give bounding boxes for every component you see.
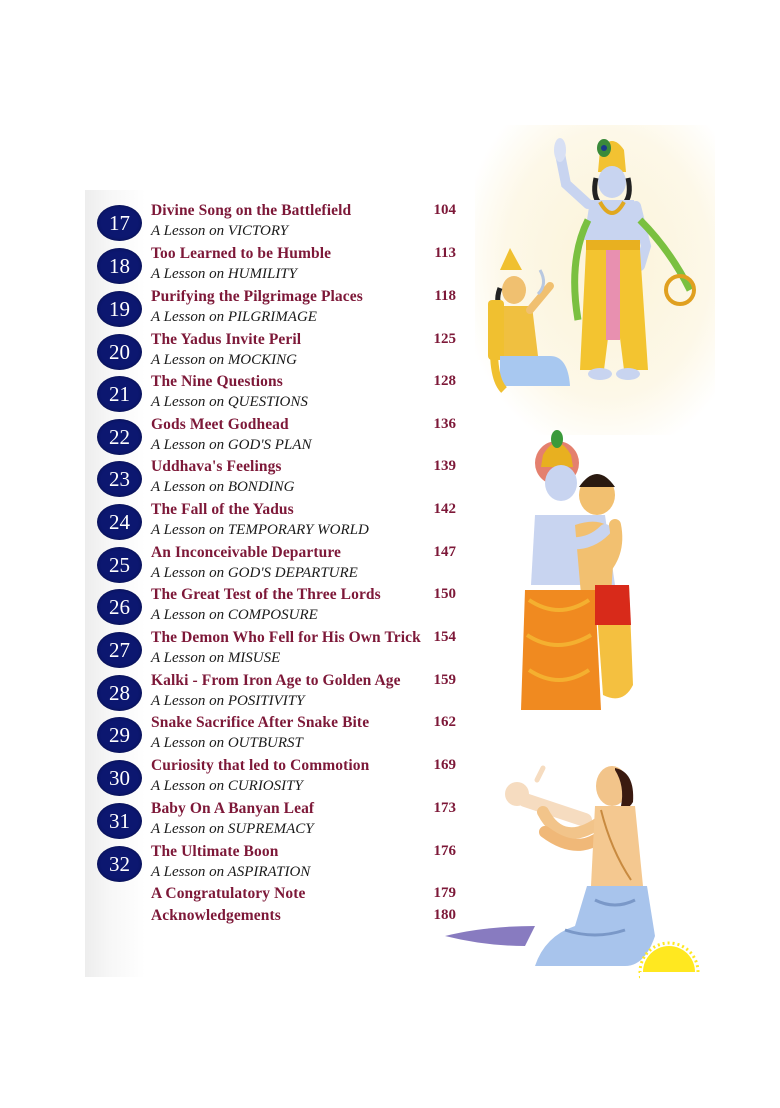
- toc-entry[interactable]: [0, 416, 470, 459]
- chapter-lesson: A Lesson on ASPIRATION: [151, 864, 311, 880]
- chapter-lesson: A Lesson on PILGRIMAGE: [151, 309, 317, 325]
- chapter-number-badge: 18: [97, 248, 142, 284]
- chapter-lesson: A Lesson on OUTBURST: [151, 735, 303, 751]
- chapter-number-badge: 23: [97, 461, 142, 497]
- page-number: 125: [433, 331, 456, 347]
- chapter-title: The Great Test of the Three Lords: [151, 586, 381, 603]
- page-number: 139: [433, 458, 456, 474]
- toc-entry[interactable]: [0, 757, 470, 800]
- chapter-lesson: A Lesson on GOD'S PLAN: [151, 437, 312, 453]
- chapter-number-badge: 27: [97, 632, 142, 668]
- toc-entry[interactable]: [0, 501, 470, 544]
- chapter-lesson: A Lesson on SUPREMACY: [151, 821, 314, 837]
- chapter-title: Gods Meet Godhead: [151, 416, 289, 433]
- toc-entry[interactable]: [0, 245, 470, 288]
- chapter-lesson: A Lesson on POSITIVITY: [151, 693, 305, 709]
- toc-entry[interactable]: [0, 202, 470, 245]
- chapter-number-badge: 25: [97, 547, 142, 583]
- chapter-title: Kalki - From Iron Age to Golden Age: [151, 672, 401, 689]
- toc-entry[interactable]: [0, 629, 470, 672]
- chapter-number-badge: 24: [97, 504, 142, 540]
- chapter-title: Too Learned to be Humble: [151, 245, 332, 262]
- krishna-uddhava-embrace-illustration: [515, 425, 665, 715]
- toc-entry[interactable]: [0, 544, 470, 587]
- chapter-lesson: A Lesson on CURIOSITY: [151, 778, 303, 794]
- chapter-lesson: A Lesson on QUESTIONS: [151, 394, 308, 410]
- chapter-title: Snake Sacrifice After Snake Bite: [151, 714, 370, 731]
- extra-title: A Congratulatory Note: [151, 885, 306, 902]
- chapter-title: Curiosity that led to Commotion: [151, 757, 370, 774]
- page-number: 136: [433, 416, 456, 432]
- page-number: 154: [433, 629, 456, 645]
- chapter-number-badge: 19: [97, 291, 142, 327]
- toc-extra-entry[interactable]: [0, 907, 470, 929]
- chapter-lesson: A Lesson on MOCKING: [151, 352, 297, 368]
- page-number: 142: [433, 501, 456, 517]
- chapter-lesson: A Lesson on HUMILITY: [151, 266, 297, 282]
- page-number: 113: [434, 245, 456, 261]
- chapter-number-badge: 29: [97, 717, 142, 753]
- chapter-number-badge: 32: [97, 846, 142, 882]
- chapter-lesson: A Lesson on MISUSE: [151, 650, 281, 666]
- toc-entry[interactable]: [0, 331, 470, 374]
- page-number: 159: [433, 672, 456, 688]
- toc-entry[interactable]: [0, 586, 470, 629]
- chapter-number-badge: 28: [97, 675, 142, 711]
- chapter-title: Uddhava's Feelings: [151, 458, 282, 475]
- chapter-number-badge: 20: [97, 334, 142, 370]
- toc-entry[interactable]: [0, 672, 470, 715]
- page-number: 150: [433, 586, 456, 602]
- page-number: 180: [433, 907, 456, 923]
- toc-entry[interactable]: [0, 800, 470, 843]
- chapter-title: Divine Song on the Battlefield: [151, 202, 352, 219]
- chapter-title: Purifying the Pilgrimage Places: [151, 288, 363, 305]
- page-number: 179: [433, 885, 456, 901]
- toc-entry[interactable]: [0, 714, 470, 757]
- page-number: 104: [433, 202, 456, 218]
- krishna-arjuna-illustration: [480, 130, 710, 410]
- chapter-title: The Ultimate Boon: [151, 843, 279, 860]
- extra-title: Acknowledgements: [151, 907, 281, 924]
- page-number: 128: [433, 373, 456, 389]
- chapter-title: Baby On A Banyan Leaf: [151, 800, 315, 817]
- chapter-lesson: A Lesson on BONDING: [151, 479, 295, 495]
- page-number: 147: [433, 544, 456, 560]
- chapter-title: The Fall of the Yadus: [151, 501, 294, 518]
- toc-extra-entry[interactable]: [0, 885, 470, 907]
- chapter-number-badge: 30: [97, 760, 142, 796]
- page-number: 176: [433, 843, 456, 859]
- toc-entry[interactable]: [0, 843, 470, 886]
- page-number: 173: [433, 800, 456, 816]
- chapter-title: The Yadus Invite Peril: [151, 331, 302, 348]
- chapter-number-badge: 22: [97, 419, 142, 455]
- toc-entry[interactable]: [0, 458, 470, 501]
- chapter-number-badge: 17: [97, 205, 142, 241]
- chapter-number-badge: 31: [97, 803, 142, 839]
- chapter-lesson: A Lesson on VICTORY: [151, 223, 289, 239]
- chapter-title: An Inconceivable Departure: [151, 544, 342, 561]
- page-number: 162: [433, 714, 456, 730]
- page-number: 169: [433, 757, 456, 773]
- toc-entry[interactable]: [0, 373, 470, 416]
- chapter-number-badge: 21: [97, 376, 142, 412]
- chapter-title: The Nine Questions: [151, 373, 283, 390]
- chapter-lesson: A Lesson on GOD'S DEPARTURE: [151, 565, 358, 581]
- chapter-lesson: A Lesson on TEMPORARY WORLD: [151, 522, 369, 538]
- page-number: 118: [434, 288, 456, 304]
- sage-baby-illustration: [445, 760, 705, 980]
- toc-entry[interactable]: [0, 288, 470, 331]
- chapter-lesson: A Lesson on COMPOSURE: [151, 607, 318, 623]
- chapter-title: The Demon Who Fell for His Own Trick: [151, 629, 421, 646]
- chapter-number-badge: 26: [97, 589, 142, 625]
